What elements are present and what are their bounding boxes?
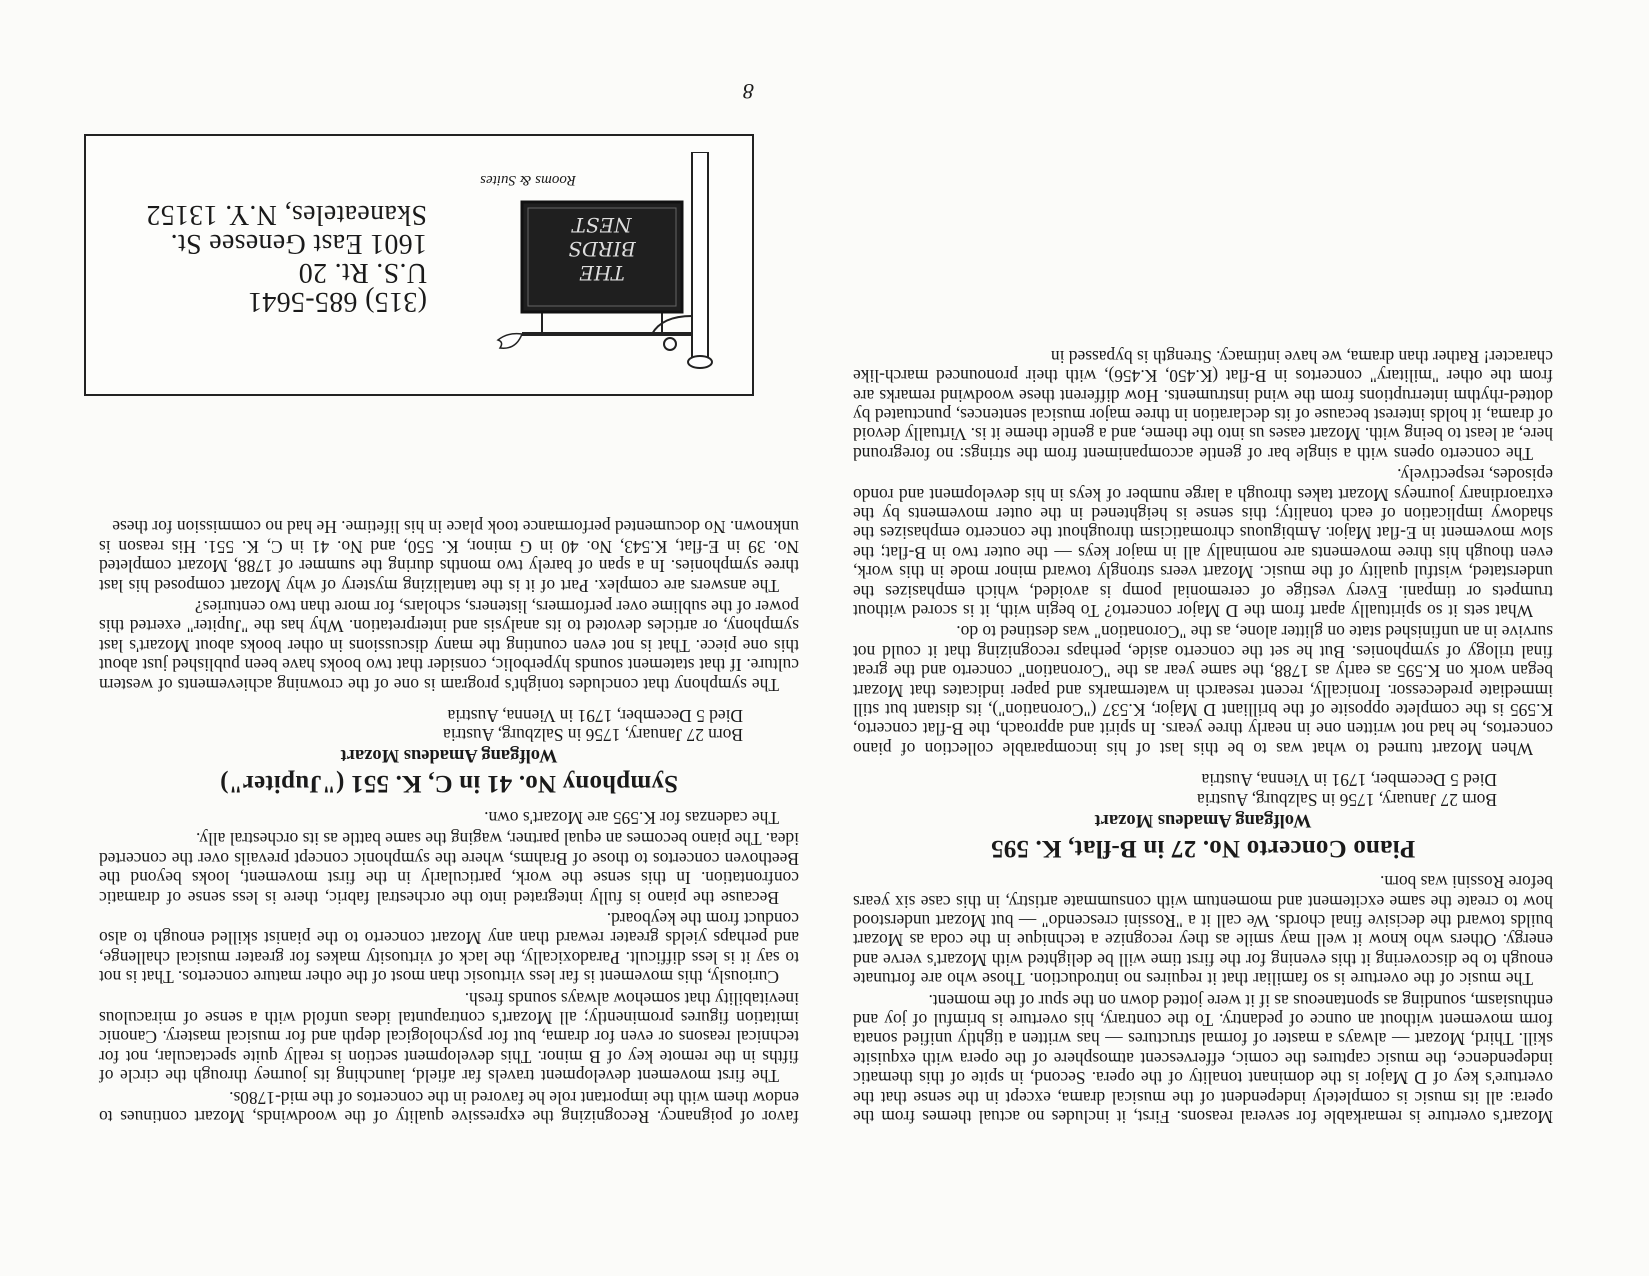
paragraph: Curiously, this movement is far less virtuosic than most of the other mature concertos. That is not to say it is less difficult. Paradoxically, the lack of virtuosity makes for greater musical challenge, and perhaps yields greater reward than any Mozart concerto to the pianist skilled enough to also conduct from the keyboard. [99, 908, 799, 988]
paragraph: The concerto opens with a single bar of gentle accompaniment from the strings: no foreground here, at least to being with. Mozart eases us into the theme, and a gentle theme it is. Virtually devoid of drama, it holds interest because of its declaration in three major musical sentences, punctuated by dotted-rhythm interruptions from the wind instruments. How different these woodwind remarks are from the other "military" concertos in B-flat (K.450, K.456), with their pronounced march-like character! Rather than drama, we have intimacy. Strength is bypassed in [853, 346, 1553, 464]
paragraph: The music of the overture is so familiar that it requires no introduction. Those who are fortunate enough to be discovering it this evening for the first time will be delighted with Mozart's verve and energy. Others who know it well may smile as they recognize a technique in the coda as Mozart builds toward the decisive final chords. We call it a "Rossini crescendo" — but Mozart understood how to create the same excitement and momentum with consummate artistry, in this case six years before Rossini was born. [853, 872, 1553, 990]
death-line: Died 5 December, 1791 in Vienna, Austria [1201, 770, 1497, 791]
composer-name: Wolfgang Amadeus Mozart [1094, 809, 1312, 830]
paragraph: The answers are complex. Part of it is the tantalizing mystery of why Mozart composed his last three symphonies. In a span of barely two months during the summer of 1788, Mozart completed No. 39 in E-flat, K.543, No. 40 in G minor, K. 550, and No. 41 in C, K. 551. His reason is unknown. No documented performance took place in his lifetime. He had no commission for these [99, 517, 799, 596]
composer-dates [853, 770, 1497, 809]
overture-notes-tail [853, 872, 1553, 1126]
svg-text:NEST: NEST [572, 213, 632, 237]
symphony-notes [99, 517, 799, 694]
birth-line: Born 27 January, 1756 in Salzburg, Austria [443, 725, 743, 746]
piece-title: Piano Concerto No. 27 in B-flat, K. 595 [990, 834, 1416, 862]
paragraph: When Mozart turned to what was to be this last of his incomparable collection of piano concertos, he had not written one in nearly three years. In spirit and approach, the B-flat concerto, K.595 is the complete opposite of the brilliant D Major, K.537 ("Coronation"), its distant but still immediate predecessor. Ironically, recent research in watermarks and paper indicates that Mozart began work on K.595 as early as 1788, the same year as the "Coronation" concerto and the great final trilogy of symphonies. But he set the concerto aside, perhaps recognizing that it could not survive in an unfinished state on glitter alone, as the "Coronation" was destined to do. [853, 622, 1553, 759]
piece-title: Symphony No. 41 in C, K. 551 ("Jupiter") [219, 770, 679, 798]
paragraph: The symphony that concludes tonight's program is one of the crowning achievements of western culture. If that statement sounds hyperbolic, consider that two books have been published just about this one piece. That is not even counting the many discussions in other books about Mozart's last symphony, or articles devoted to its analysis and interpretation. Why has the "Jupiter" exerted this power of the sublime over performers, listeners, scholars, for more than two centuries? [99, 597, 799, 695]
paragraph: favor of poignancy. Recognizing the expressive quality of the woodwinds, Mozart continues to endow them with the important role he favored in the concertos of the mid-1780s. [99, 1087, 799, 1127]
right-column [99, 515, 799, 1126]
advertisement-box [84, 134, 754, 396]
address-line: 1601 East Genesee St. [170, 228, 427, 259]
composer-dates [99, 706, 743, 745]
left-column [853, 344, 1553, 1126]
sign-text: THE [579, 261, 625, 285]
death-line: Died 5 December, 1791 in Vienna, Austria [447, 706, 743, 727]
tagline: Rooms & Suites [480, 172, 576, 188]
svg-text:BIRDS: BIRDS [568, 237, 636, 261]
paragraph: Mozart's overture is remarkable for several reasons. First, it includes no actual themes from the opera: all its music is completely independent of the musical drama, except in the sense that the overture's key of D Major is the dominant tonality of the opera. Second, in spite of this thematic independence, the music captures the comic, effervescent atmosphere of the opera with exquisite skill. Third, Mozart — always a master of formal structures — has written a tightly unified sonata form movement without an ounce of pedantry. To the contrary, his overture is brimful of joy and enthusiasm, sounding as spontaneous as if it were jotted down on the spur of the moment. [853, 990, 1553, 1127]
concerto-notes-continued [99, 808, 799, 1127]
concerto-notes [853, 346, 1553, 758]
paragraph: The cadenzas for K.595 are Mozart's own. [484, 807, 779, 828]
composer-name: Wolfgang Amadeus Mozart [340, 745, 558, 766]
phone-number: (315) 685-5641 [247, 286, 427, 317]
page-number: 8 [743, 79, 754, 104]
paragraph: Because the piano is fully integrated into the orchestral fabric, there is less sense of dramatic confrontation. In this sense the work, particularly in the first movement, looks beyond the Beethoven concertos to those of Brahms, where the symphonic concept prevails over the concerted idea. The piano becomes an equal partner, waging the same battle as its orchestral ally. [99, 829, 799, 908]
paragraph: The first movement development travels far afield, launching its journey through the circle of fifths in the remote key of B minor. This development section is really quite spectacular, not for technical reasons or even for drama, but for psychological depth and for musical mastery. Canonic imitation figures prominently; all Mozart's contrapuntal ideas unfold with a sense of miraculous inevitability that somehow always sounds fresh. [99, 988, 799, 1087]
paragraph: What sets it so spiritually apart from the D Major concerto? To begin with, it is scored without trumpets or timpani. Every vestige of ceremonial pomp is avoided, which emphasizes the understated, wistful quality of the music. Mozart veers strongly toward minor mode in this work, even though his three movements are nominally all in major keys — the outer two in B-flat; the slow movement in E-flat Major. Ambiguous chromaticism throughout the concerto emphasizes the shadowy implication of each tonality; this sense is heightened in the outer movements by the extraordinary journeys Mozart takes through a large number of keys in his development and rondo episodes, respectively. [853, 465, 1553, 622]
address-block [146, 200, 427, 316]
address-line: Skaneateles, N.Y. 13152 [146, 199, 427, 230]
address-line: U.S. Rt. 20 [298, 257, 427, 288]
birth-line: Born 27 January, 1756 in Salzburg, Austria [1197, 789, 1497, 810]
